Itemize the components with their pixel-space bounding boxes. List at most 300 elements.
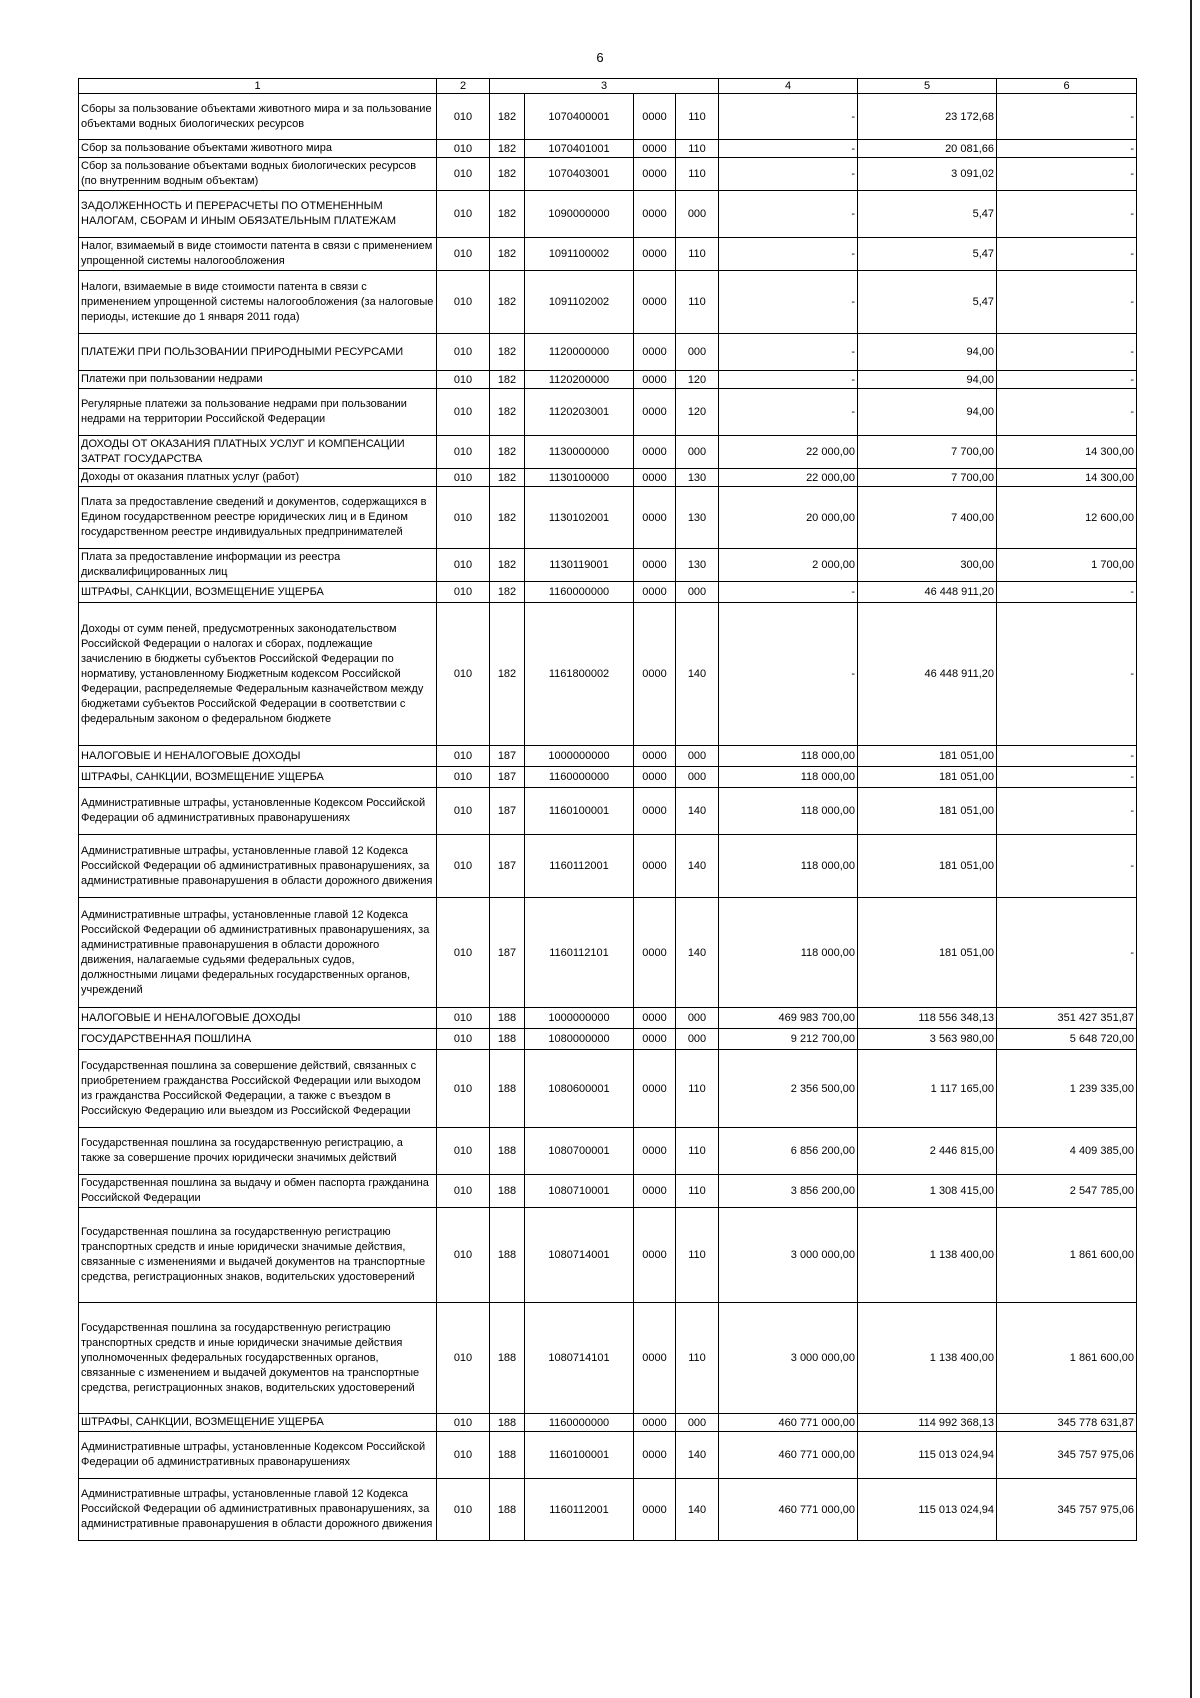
table-row [79,140,1137,158]
program-code: 0000 [634,1175,676,1208]
admin-code: 187 [490,898,525,1008]
admin-code: 188 [490,1432,525,1479]
row-description: Платежи при пользовании недрами [79,371,437,389]
table-row [79,1303,1137,1414]
program-code: 0000 [634,1432,676,1479]
value-col-6: - [997,334,1137,371]
row-description: Налоги, взимаемые в виде стоимости патента в связи с применением упрощенной системы налогообложения (за налоговые периоды, истекшие до 1 января 2011 года) [79,271,437,334]
program-code: 0000 [634,191,676,238]
value-col-4: 118 000,00 [719,746,858,767]
admin-code: 182 [490,436,525,469]
code-col-2: 010 [437,1303,490,1414]
economic-code: 140 [676,1432,719,1479]
admin-code: 182 [490,140,525,158]
value-col-5: 7 700,00 [858,436,997,469]
revenue-code: 1000000000 [525,1008,634,1029]
admin-code: 182 [490,158,525,191]
code-col-2: 010 [437,1008,490,1029]
economic-code: 000 [676,767,719,788]
revenue-code: 1080714101 [525,1303,634,1414]
revenue-code: 1070403001 [525,158,634,191]
admin-code: 182 [490,371,525,389]
table-row [79,549,1137,582]
economic-code: 000 [676,436,719,469]
value-col-6: - [997,603,1137,746]
table-row [79,389,1137,436]
value-col-4: 2 356 500,00 [719,1050,858,1128]
value-col-5: 2 446 815,00 [858,1128,997,1175]
table-row [79,582,1137,603]
value-col-4: 3 856 200,00 [719,1175,858,1208]
code-col-2: 010 [437,487,490,549]
row-description: Государственная пошлина за совершение действий, связанных с приобретением гражданства Российской Федерации или выходом из гражданства Российской Федерации, а также с въездом в Российскую Федерацию или выездом из Российской Федерации [79,1050,437,1128]
economic-code: 110 [676,1175,719,1208]
value-col-6: - [997,140,1137,158]
table-row [79,767,1137,788]
table-row [79,487,1137,549]
value-col-5: 7 700,00 [858,469,997,487]
code-col-2: 010 [437,549,490,582]
revenue-code: 1120203001 [525,389,634,436]
value-col-5: 7 400,00 [858,487,997,549]
header-col-4: 4 [719,79,858,94]
value-col-6: - [997,746,1137,767]
revenue-code: 1160000000 [525,1414,634,1432]
economic-code: 140 [676,603,719,746]
code-col-2: 010 [437,1208,490,1303]
admin-code: 182 [490,334,525,371]
row-description: НАЛОГОВЫЕ И НЕНАЛОГОВЫЕ ДОХОДЫ [79,1008,437,1029]
revenue-code: 1160112001 [525,835,634,898]
program-code: 0000 [634,549,676,582]
table-row [79,1208,1137,1303]
admin-code: 182 [490,549,525,582]
value-col-6: - [997,94,1137,140]
table-row [79,1432,1137,1479]
revenue-code: 1080710001 [525,1175,634,1208]
row-description: ШТРАФЫ, САНКЦИИ, ВОЗМЕЩЕНИЕ УЩЕРБА [79,1414,437,1432]
code-col-2: 010 [437,271,490,334]
row-description: Доходы от оказания платных услуг (работ) [79,469,437,487]
economic-code: 110 [676,1050,719,1128]
admin-code: 188 [490,1479,525,1541]
code-col-2: 010 [437,191,490,238]
row-description: Плата за предоставление информации из реестра дисквалифицированных лиц [79,549,437,582]
value-col-6: 345 778 631,87 [997,1414,1137,1432]
economic-code: 110 [676,238,719,271]
value-col-6: 14 300,00 [997,436,1137,469]
program-code: 0000 [634,746,676,767]
value-col-5: 115 013 024,94 [858,1479,997,1541]
table-row [79,746,1137,767]
admin-code: 182 [490,469,525,487]
value-col-4: 460 771 000,00 [719,1432,858,1479]
economic-code: 110 [676,1303,719,1414]
code-col-2: 010 [437,94,490,140]
value-col-6: 1 861 600,00 [997,1303,1137,1414]
value-col-5: 118 556 348,13 [858,1008,997,1029]
table-row [79,191,1137,238]
value-col-4: 460 771 000,00 [719,1414,858,1432]
row-description: Сборы за пользование объектами животного мира и за пользование объектами водных биологических ресурсов [79,94,437,140]
value-col-4: - [719,140,858,158]
value-col-4: - [719,158,858,191]
value-col-4: 118 000,00 [719,767,858,788]
row-description: Государственная пошлина за выдачу и обмен паспорта гражданина Российской Федерации [79,1175,437,1208]
value-col-6: - [997,271,1137,334]
value-col-5: 181 051,00 [858,835,997,898]
value-col-4: - [719,371,858,389]
revenue-code: 1000000000 [525,746,634,767]
code-col-2: 010 [437,1414,490,1432]
program-code: 0000 [634,767,676,788]
code-col-2: 010 [437,140,490,158]
revenue-code: 1070401001 [525,140,634,158]
code-col-2: 010 [437,158,490,191]
economic-code: 140 [676,835,719,898]
program-code: 0000 [634,788,676,835]
table-row [79,469,1137,487]
program-code: 0000 [634,1479,676,1541]
table-row [79,835,1137,898]
admin-code: 182 [490,603,525,746]
value-col-6: 1 700,00 [997,549,1137,582]
code-col-2: 010 [437,746,490,767]
value-col-5: 5,47 [858,191,997,238]
economic-code: 120 [676,371,719,389]
code-col-2: 010 [437,1050,490,1128]
admin-code: 188 [490,1050,525,1128]
admin-code: 182 [490,487,525,549]
program-code: 0000 [634,603,676,746]
value-col-6: - [997,191,1137,238]
economic-code: 110 [676,94,719,140]
table-row [79,898,1137,1008]
value-col-6: - [997,389,1137,436]
row-description: Административные штрафы, установленные главой 12 Кодекса Российской Федерации об административных правонарушениях, за административные правонарушения в области дорожного движения [79,1479,437,1541]
value-col-6: 345 757 975,06 [997,1432,1137,1479]
code-col-2: 010 [437,371,490,389]
value-col-4: - [719,603,858,746]
table-row [79,238,1137,271]
admin-code: 182 [490,271,525,334]
row-description: Сбор за пользование объектами водных биологических ресурсов (по внутренним водным объектам) [79,158,437,191]
row-description: Административные штрафы, установленные главой 12 Кодекса Российской Федерации об административных правонарушениях, за административные правонарушения в области дорожного движения [79,835,437,898]
revenue-code: 1120200000 [525,371,634,389]
table-row [79,603,1137,746]
program-code: 0000 [634,582,676,603]
row-description: Доходы от сумм пеней, предусмотренных законодательством Российской Федерации о налогах и сборах, подлежащие зачислению в бюджеты субъектов Российской Федерации по нормативу, установленному Бюджетным кодексом Российской Федерации, распределяемые Федеральным казначейством между бюджетами субъектов Российской Федерации в соответствии с федеральным законом о федеральном бюджете [79,603,437,746]
value-col-6: 12 600,00 [997,487,1137,549]
code-col-2: 010 [437,334,490,371]
value-col-6: 5 648 720,00 [997,1029,1137,1050]
revenue-code: 1080700001 [525,1128,634,1175]
value-col-4: - [719,94,858,140]
header-row [79,79,1137,94]
revenue-code: 1091102002 [525,271,634,334]
revenue-code: 1130100000 [525,469,634,487]
program-code: 0000 [634,1008,676,1029]
value-col-4: 6 856 200,00 [719,1128,858,1175]
value-col-4: 3 000 000,00 [719,1208,858,1303]
program-code: 0000 [634,271,676,334]
table-row [79,1414,1137,1432]
table-row [79,94,1137,140]
header-col-3: 3 [490,79,719,94]
value-col-4: 118 000,00 [719,898,858,1008]
row-description: Административные штрафы, установленные Кодексом Российской Федерации об административных правонарушениях [79,1432,437,1479]
header-col-2: 2 [437,79,490,94]
economic-code: 110 [676,271,719,334]
value-col-4: - [719,191,858,238]
economic-code: 000 [676,191,719,238]
program-code: 0000 [634,1029,676,1050]
row-description: Административные штрафы, установленные главой 12 Кодекса Российской Федерации об административных правонарушениях, за административные правонарушения в области дорожного движения, налагаемые судьями федеральных судов, должностными лицами федеральных государственных органов, учреждений [79,898,437,1008]
value-col-5: 46 448 911,20 [858,582,997,603]
value-col-4: - [719,238,858,271]
scan-edge [1190,0,1192,1698]
code-col-2: 010 [437,603,490,746]
value-col-6: 1 239 335,00 [997,1050,1137,1128]
value-col-4: 469 983 700,00 [719,1008,858,1029]
value-col-6: 345 757 975,06 [997,1479,1137,1541]
admin-code: 188 [490,1175,525,1208]
value-col-6: - [997,158,1137,191]
admin-code: 187 [490,767,525,788]
value-col-4: 2 000,00 [719,549,858,582]
revenue-code: 1080000000 [525,1029,634,1050]
code-col-2: 010 [437,767,490,788]
admin-code: 188 [490,1008,525,1029]
code-col-2: 010 [437,238,490,271]
value-col-4: 3 000 000,00 [719,1303,858,1414]
admin-code: 188 [490,1303,525,1414]
revenue-code: 1160000000 [525,582,634,603]
revenue-code: 1160000000 [525,767,634,788]
economic-code: 000 [676,1029,719,1050]
value-col-4: 118 000,00 [719,788,858,835]
economic-code: 110 [676,1208,719,1303]
table-row [79,1008,1137,1029]
value-col-5: 1 308 415,00 [858,1175,997,1208]
value-col-6: - [997,371,1137,389]
economic-code: 000 [676,746,719,767]
page-number: 6 [596,50,604,65]
value-col-5: 115 013 024,94 [858,1432,997,1479]
economic-code: 120 [676,389,719,436]
code-col-2: 010 [437,788,490,835]
row-description: Плата за предоставление сведений и документов, содержащихся в Едином государственном реестре юридических лиц и в Едином государственном реестре индивидуальных предпринимателей [79,487,437,549]
row-description: Административные штрафы, установленные Кодексом Российской Федерации об административных правонарушениях [79,788,437,835]
row-description: Сбор за пользование объектами животного мира [79,140,437,158]
value-col-5: 181 051,00 [858,788,997,835]
value-col-4: 9 212 700,00 [719,1029,858,1050]
value-col-4: - [719,389,858,436]
economic-code: 130 [676,487,719,549]
code-col-2: 010 [437,436,490,469]
admin-code: 188 [490,1128,525,1175]
program-code: 0000 [634,334,676,371]
economic-code: 130 [676,469,719,487]
revenue-code: 1080600001 [525,1050,634,1128]
table-row [79,334,1137,371]
code-col-2: 010 [437,835,490,898]
code-col-2: 010 [437,1432,490,1479]
program-code: 0000 [634,371,676,389]
program-code: 0000 [634,140,676,158]
value-col-5: 5,47 [858,271,997,334]
value-col-6: 351 427 351,87 [997,1008,1137,1029]
revenue-code: 1160112001 [525,1479,634,1541]
economic-code: 000 [676,1414,719,1432]
program-code: 0000 [634,1208,676,1303]
admin-code: 188 [490,1208,525,1303]
table-row [79,371,1137,389]
admin-code: 187 [490,788,525,835]
code-col-2: 010 [437,582,490,603]
revenue-code: 1160112101 [525,898,634,1008]
program-code: 0000 [634,898,676,1008]
program-code: 0000 [634,469,676,487]
code-col-2: 010 [437,898,490,1008]
row-description: ДОХОДЫ ОТ ОКАЗАНИЯ ПЛАТНЫХ УСЛУГ И КОМПЕНСАЦИИ ЗАТРАТ ГОСУДАРСТВА [79,436,437,469]
table-row [79,1029,1137,1050]
value-col-5: 181 051,00 [858,767,997,788]
admin-code: 182 [490,191,525,238]
value-col-4: - [719,582,858,603]
economic-code: 140 [676,788,719,835]
row-description: НАЛОГОВЫЕ И НЕНАЛОГОВЫЕ ДОХОДЫ [79,746,437,767]
code-col-2: 010 [437,1128,490,1175]
value-col-5: 1 138 400,00 [858,1208,997,1303]
admin-code: 188 [490,1029,525,1050]
row-description: Государственная пошлина за государственную регистрацию, а также за совершение прочих юридически значимых действий [79,1128,437,1175]
revenue-code: 1160100001 [525,1432,634,1479]
value-col-6: - [997,898,1137,1008]
economic-code: 110 [676,158,719,191]
row-description: Налог, взимаемый в виде стоимости патента в связи с применением упрощенной системы налогообложения [79,238,437,271]
code-col-2: 010 [437,1479,490,1541]
economic-code: 110 [676,1128,719,1175]
revenue-code: 1160100001 [525,788,634,835]
table-row [79,1479,1137,1541]
row-description: ШТРАФЫ, САНКЦИИ, ВОЗМЕЩЕНИЕ УЩЕРБА [79,767,437,788]
value-col-4: 22 000,00 [719,469,858,487]
row-description: ЗАДОЛЖЕННОСТЬ И ПЕРЕРАСЧЕТЫ ПО ОТМЕНЕННЫМ НАЛОГАМ, СБОРАМ И ИНЫМ ОБЯЗАТЕЛЬНЫМ ПЛАТЕЖАМ [79,191,437,238]
value-col-6: - [997,767,1137,788]
row-description: Государственная пошлина за государственную регистрацию транспортных средств и иные юридически значимые действия уполномоченных федеральных государственных органов, связанные с изменением и выдачей документов на транспортные средства, регистрационных знаков, водительских удостоверений [79,1303,437,1414]
table-row [79,1175,1137,1208]
value-col-5: 46 448 911,20 [858,603,997,746]
value-col-4: - [719,334,858,371]
value-col-6: - [997,582,1137,603]
value-col-6: 14 300,00 [997,469,1137,487]
value-col-5: 3 563 980,00 [858,1029,997,1050]
value-col-6: 2 547 785,00 [997,1175,1137,1208]
value-col-5: 5,47 [858,238,997,271]
value-col-5: 114 992 368,13 [858,1414,997,1432]
table-row [79,158,1137,191]
value-col-5: 94,00 [858,389,997,436]
code-col-2: 010 [437,1029,490,1050]
value-col-4: - [719,271,858,334]
header-col-1: 1 [79,79,437,94]
value-col-6: 1 861 600,00 [997,1208,1137,1303]
value-col-5: 181 051,00 [858,746,997,767]
admin-code: 182 [490,238,525,271]
program-code: 0000 [634,487,676,549]
value-col-6: - [997,238,1137,271]
row-description: ГОСУДАРСТВЕННАЯ ПОШЛИНА [79,1029,437,1050]
economic-code: 000 [676,1008,719,1029]
table-row [79,436,1137,469]
revenue-code: 1161800002 [525,603,634,746]
program-code: 0000 [634,1414,676,1432]
value-col-4: 460 771 000,00 [719,1479,858,1541]
table-row [79,788,1137,835]
value-col-5: 300,00 [858,549,997,582]
value-col-5: 1 117 165,00 [858,1050,997,1128]
header-col-5: 5 [858,79,997,94]
revenue-code: 1080714001 [525,1208,634,1303]
program-code: 0000 [634,1050,676,1128]
value-col-4: 20 000,00 [719,487,858,549]
admin-code: 188 [490,1414,525,1432]
table-row [79,1128,1137,1175]
economic-code: 140 [676,898,719,1008]
program-code: 0000 [634,389,676,436]
revenue-code: 1091100002 [525,238,634,271]
admin-code: 182 [490,389,525,436]
value-col-4: 118 000,00 [719,835,858,898]
program-code: 0000 [634,1128,676,1175]
admin-code: 182 [490,94,525,140]
revenue-table [78,78,1137,1541]
economic-code: 000 [676,334,719,371]
admin-code: 187 [490,746,525,767]
admin-code: 187 [490,835,525,898]
row-description: ШТРАФЫ, САНКЦИИ, ВОЗМЕЩЕНИЕ УЩЕРБА [79,582,437,603]
table-row [79,271,1137,334]
revenue-code: 1130119001 [525,549,634,582]
program-code: 0000 [634,436,676,469]
economic-code: 130 [676,549,719,582]
program-code: 0000 [634,158,676,191]
program-code: 0000 [634,835,676,898]
value-col-5: 20 081,66 [858,140,997,158]
program-code: 0000 [634,238,676,271]
code-col-2: 010 [437,469,490,487]
table-body [79,94,1137,1541]
value-col-6: - [997,788,1137,835]
value-col-5: 23 172,68 [858,94,997,140]
code-col-2: 010 [437,389,490,436]
value-col-5: 94,00 [858,334,997,371]
revenue-code: 1130000000 [525,436,634,469]
economic-code: 140 [676,1479,719,1541]
revenue-code: 1130102001 [525,487,634,549]
admin-code: 182 [490,582,525,603]
code-col-2: 010 [437,1175,490,1208]
value-col-5: 1 138 400,00 [858,1303,997,1414]
revenue-code: 1120000000 [525,334,634,371]
economic-code: 110 [676,140,719,158]
revenue-code: 1090000000 [525,191,634,238]
value-col-4: 22 000,00 [719,436,858,469]
row-description: ПЛАТЕЖИ ПРИ ПОЛЬЗОВАНИИ ПРИРОДНЫМИ РЕСУРСАМИ [79,334,437,371]
value-col-5: 94,00 [858,371,997,389]
table-row [79,1050,1137,1128]
